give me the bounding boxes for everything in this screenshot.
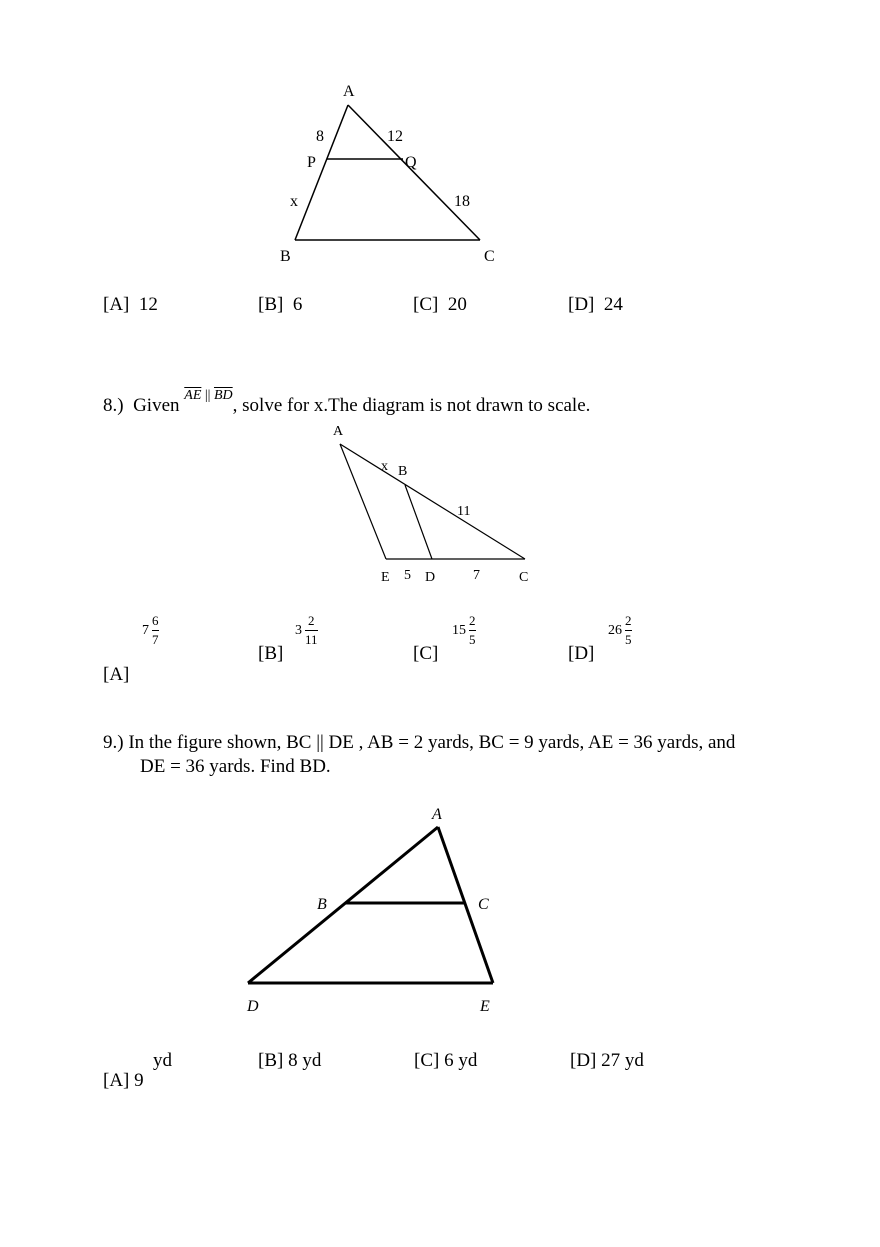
q7-vertex-p: P <box>307 154 316 171</box>
q8-segment-bd: $\overline{BD}$ <box>213 388 233 403</box>
q8-option-b-denominator: 11 <box>305 632 318 647</box>
q8-vertex-b: B <box>398 464 408 479</box>
q9-option-b[interactable]: [B] 8 yd <box>258 1050 322 1071</box>
q8-number: 8.) <box>103 395 124 416</box>
q7-option-b[interactable] <box>258 294 302 316</box>
q7-option-c-letter: [C] <box>413 294 439 315</box>
q9-vertex-d: D <box>247 998 259 1015</box>
q8-option-d-numerator: 2 <box>625 613 632 628</box>
q9-option-c[interactable]: [C] 6 yd <box>414 1050 478 1071</box>
q8-vertex-a: A <box>333 424 344 439</box>
q8-option-c-whole: 15 <box>452 622 466 638</box>
q8-option-a-denominator: 7 <box>152 632 159 647</box>
q7-option-a[interactable] <box>103 294 158 316</box>
q8-option-a-whole: 7 <box>142 622 149 638</box>
q9-side-ad <box>248 827 438 983</box>
q8-instruction: , solve for x.The diagram is not drawn to scale. <box>232 395 591 416</box>
q8-question-text <box>103 388 591 417</box>
q8-option-d-fraction-bar <box>625 630 632 631</box>
q9-option-a-label: [A] 9 <box>103 1070 144 1091</box>
q9-question-line-1: 9.) In the figure shown, BC || DE , AB = 2 yards, BC = 9 yards, AE = 36 yards, and <box>103 732 736 753</box>
q7-option-b-value: 6 <box>292 294 303 315</box>
q8-triangle-figure <box>320 418 550 588</box>
q9-option-d[interactable]: [D] 27 yd <box>570 1050 644 1071</box>
q7-length-aq: 12 <box>387 128 403 145</box>
q7-option-d[interactable] <box>568 294 623 316</box>
q8-option-c-fraction-bar <box>469 630 476 631</box>
q8-length-ab: x <box>381 459 388 474</box>
q7-option-a-value: 12 <box>138 294 158 315</box>
q7-vertex-b: B <box>280 248 291 265</box>
q8-option-c-letter: [C] <box>413 643 439 664</box>
q8-vertex-c: C <box>519 570 529 585</box>
q7-option-d-value: 24 <box>603 294 623 315</box>
q8-length-dc: 7 <box>473 568 480 583</box>
q8-option-c-numerator: 2 <box>469 613 476 628</box>
q8-option-a-fraction-bar <box>152 630 159 631</box>
q8-segment-bd <box>405 485 432 559</box>
q7-triangle-figure <box>270 75 510 270</box>
q8-vertex-e: E <box>381 570 390 585</box>
q8-side-ac <box>340 444 525 559</box>
q7-side-ab <box>295 105 348 240</box>
q7-option-c-value: 20 <box>447 294 467 315</box>
q9-vertex-e: E <box>480 998 490 1015</box>
q8-option-b-value <box>295 613 318 648</box>
q7-vertex-q: Q <box>405 154 417 171</box>
q8-given: Given <box>133 395 180 416</box>
q8-option-c-denominator: 5 <box>469 632 476 647</box>
q8-option-a-letter: [A] <box>103 664 130 685</box>
q7-length-qc: 18 <box>454 193 470 210</box>
q8-vertex-d: D <box>425 570 436 585</box>
q8-length-bc: 11 <box>457 504 471 519</box>
q7-option-d-letter: [D] <box>568 294 595 315</box>
q8-length-ed: 5 <box>404 568 411 583</box>
q7-side-ac <box>348 105 480 240</box>
q9-option-a-unit: yd <box>153 1050 172 1071</box>
q8-parallel-symbol: || <box>204 388 211 403</box>
q7-option-b-letter: [B] <box>258 294 284 315</box>
q9-question-line-2: DE = 36 yards. Find BD. <box>140 756 331 777</box>
q8-option-b-fraction-bar <box>305 630 318 631</box>
q7-option-a-letter: [A] <box>103 294 130 315</box>
q8-option-c-value <box>452 613 476 648</box>
q7-option-c[interactable] <box>413 294 467 316</box>
q8-option-a-value <box>142 613 159 648</box>
q8-option-b-letter: [B] <box>258 643 284 664</box>
q8-option-d-denominator: 5 <box>625 632 632 647</box>
q7-length-pb: x <box>290 193 298 210</box>
q8-option-d-value <box>608 613 632 648</box>
q8-parallel-notation <box>184 388 232 403</box>
q8-side-ae <box>340 444 386 559</box>
q9-vertex-b: B <box>317 896 327 913</box>
q8-option-b-numerator: 2 <box>308 613 315 628</box>
q8-option-a-numerator: 6 <box>152 613 159 628</box>
q9-vertex-c: C <box>478 896 489 913</box>
q9-triangle-figure <box>235 800 515 1025</box>
q8-segment-ae: $\overline{AE}$ <box>184 388 202 403</box>
q7-vertex-c: C <box>484 248 495 265</box>
q8-option-b-whole: 3 <box>295 622 302 638</box>
q7-length-ap: 8 <box>316 128 324 145</box>
q9-vertex-a: A <box>432 806 442 823</box>
q8-option-d-letter: [D] <box>568 643 595 664</box>
q8-option-d-whole: 26 <box>608 622 622 638</box>
q7-vertex-a: A <box>343 83 355 100</box>
